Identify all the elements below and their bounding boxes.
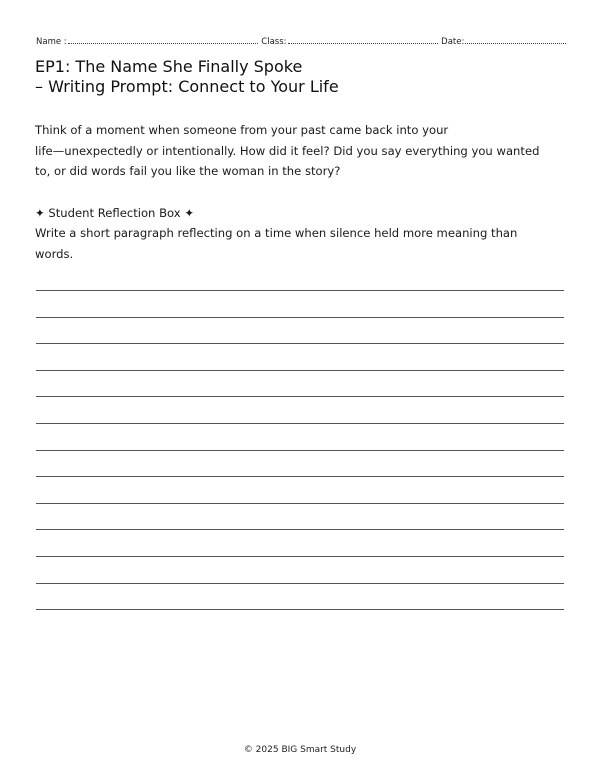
page-title [35,57,565,97]
writing-line[interactable] [36,450,564,477]
name-field[interactable] [68,36,259,44]
date-label: Date: [441,37,465,47]
title-line-episode: EP1: The Name She Finally Spoke [35,57,303,76]
writing-line[interactable] [36,529,564,556]
name-label: Name : [36,37,67,47]
student-info-fields [36,36,566,47]
reflection-instructions [35,223,565,264]
reflection-heading: ✦ Student Reflection Box ✦ [35,206,195,220]
writing-line[interactable] [36,317,564,344]
date-field[interactable] [465,36,566,44]
prompt-line: to, or did words fail you like the woman in the story? [35,164,341,178]
class-field[interactable] [288,36,439,44]
prompt-line: Think of a moment when someone from your past came back into your [35,123,449,137]
writing-line[interactable] [36,609,564,636]
writing-line[interactable] [36,476,564,503]
writing-line[interactable] [36,370,564,397]
reflection-line: words. [35,246,74,261]
writing-line[interactable] [36,583,564,610]
title-line-prompt: – Writing Prompt: Connect to Your Life [35,77,339,96]
writing-line[interactable] [36,503,564,530]
writing-line[interactable] [36,343,564,370]
writing-line[interactable] [36,556,564,583]
writing-line[interactable] [36,423,564,450]
footer-copyright: © 2025 BIG Smart Study [243,745,357,755]
writing-area[interactable] [36,290,564,636]
writing-line[interactable] [36,396,564,423]
prompt-line: life—unexpectedly or intentionally. How did it feel? Did you say everything you wanted [35,143,540,158]
reflection-line: Write a short paragraph reflecting on a time when silence held more meaning than [35,226,518,240]
class-label: Class: [261,37,287,47]
writing-prompt [35,120,565,182]
writing-line[interactable] [36,290,564,317]
